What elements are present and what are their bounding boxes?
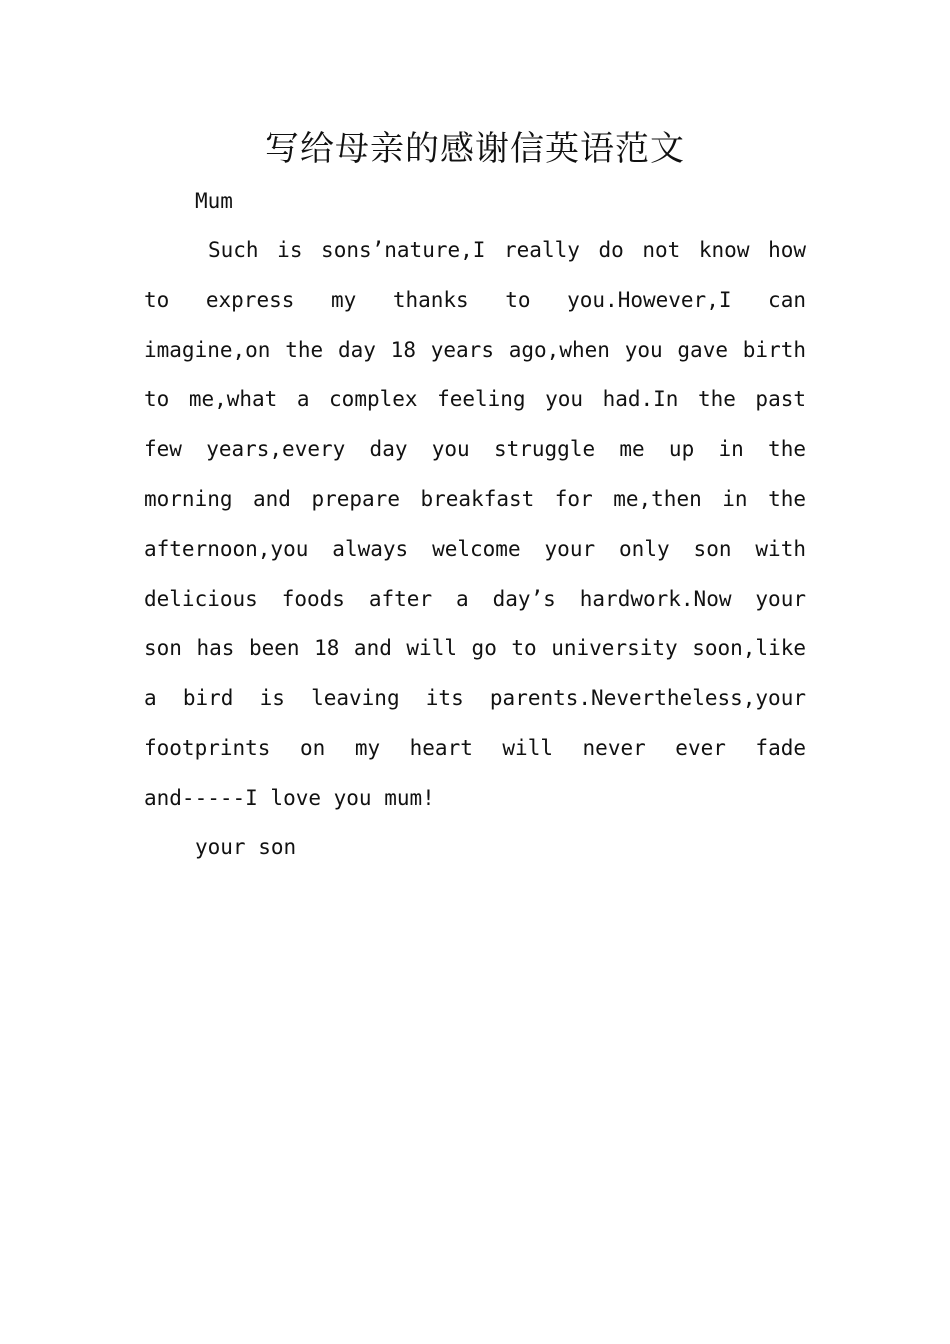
salutation: Mum <box>195 189 233 213</box>
body-line: son has been 18 and will go to university soon,like <box>144 636 806 661</box>
body-line: delicious foods after a day’s hardwork.Now your <box>144 586 806 611</box>
body-line: to me,what a complex feeling you had.In the past <box>144 387 806 412</box>
body-line: few years,every day you struggle me up in the <box>144 437 806 462</box>
body-line: morning and prepare breakfast for me,then in the <box>144 486 806 511</box>
letter-body <box>144 235 806 833</box>
body-line: a bird is leaving its parents.Nevertheless,your <box>144 686 806 711</box>
body-line: afternoon,you always welcome your only son with <box>144 536 806 561</box>
body-line: footprints on my heart will never ever fade <box>144 735 806 760</box>
body-line: to express my thanks to you.However,I can <box>144 287 806 312</box>
closing-signature: your son <box>195 835 297 859</box>
body-line: Such is sons’nature,I really do not know how <box>208 238 806 262</box>
body-line: and-----I love you mum! <box>144 785 435 810</box>
document-title: 写给母亲的感谢信英语范文 <box>265 129 685 169</box>
body-line: imagine,on the day 18 years ago,when you gave birth <box>144 337 806 362</box>
